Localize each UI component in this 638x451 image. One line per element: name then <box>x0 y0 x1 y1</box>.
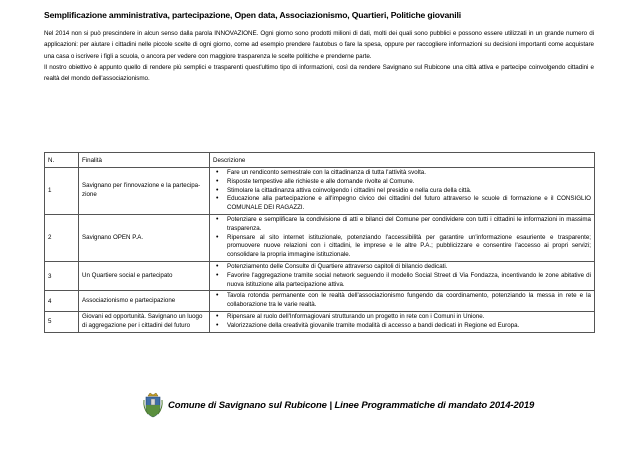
list-item: • Potenziamento delle Consulte di Quartiere attraverso capitoli di bilancio dedicati. <box>227 263 591 272</box>
row-description <box>210 291 595 312</box>
header-finalita: Finalità <box>79 153 210 168</box>
row-finalita: Savignano per l'innovazione e la partecipa-zione <box>79 168 210 215</box>
row-number: 1 <box>45 168 79 215</box>
list-item: • Stimolare la cittadinanza attiva coinvolgendo i cittadini nel presidio e nella cura della città. <box>227 187 591 196</box>
row-number: 5 <box>45 311 79 332</box>
row-finalita: Associazionismo e partecipazione <box>79 291 210 312</box>
document-body <box>44 10 594 84</box>
list-item: • Potenziare e semplificare la condivisione di atti e bilanci del Comune per condividere con tutti i cittadini le informazioni in massima trasparenza. <box>227 216 591 234</box>
table-row <box>45 261 595 290</box>
footer-text: Comune di Savignano sul Rubicone | Linee Programmatiche di mandato 2014-2019 <box>168 399 535 411</box>
row-number: 2 <box>45 214 79 261</box>
list-item: • Educazione alla partecipazione e all'impegno civico dei cittadini del futuro attraverso le scuole di formazione e il CONSIGLIO COMUNALE DEI RAGAZZI. <box>227 195 591 213</box>
coat-of-arms-icon <box>142 392 164 418</box>
table-row <box>45 291 595 312</box>
list-item: • Valorizzazione della creatività giovanile tramite modalità di accesso a bandi dedicati in Regione ed Europa. <box>227 322 591 331</box>
list-item: • Ripensare al sito internet istituzionale, potenziando l'accessibilità per garantire un'informazione esauriente e trasparente; promuovere nuove relazioni con i cittadini, le imprese e le altre P.A.; pubblicizzare e consentire l'accesso ai propri servizi; consolidare la propria immagine istituzionale. <box>227 234 591 260</box>
list-item: • Fare un rendiconto semestrale con la cittadinanza di tutta l'attività svolta. <box>227 169 591 178</box>
row-number: 3 <box>45 261 79 290</box>
row-description <box>210 261 595 290</box>
table-row <box>45 214 595 261</box>
row-description <box>210 168 595 215</box>
table-row <box>45 168 595 215</box>
list-item: • Favorire l'aggregazione tramite social network seguendo il modello Social Street di Via Fondazza, incentivando le zone abitative di nuova istituzione alla partecipazione attiva. <box>227 272 591 290</box>
list-item: • Tavola rotonda permanente con le realtà dell'associazionismo fungendo da coordinamento, potenziando la messa in rete e la collaborazione tra le varie realtà. <box>227 292 591 310</box>
section-title: Semplificazione amministrativa, partecipazione, Open data, Associazionismo, Quartieri, Politiche giovanili <box>44 10 461 20</box>
goals-table <box>44 152 595 333</box>
row-description <box>210 214 595 261</box>
objective-paragraph: Il nostro obiettivo è appunto quello di rendere più semplici e trasparenti quest'ultimo tipo di informazioni, così da rendere Savignano sul Rubicone una città attiva e partecipe coinvolgendo cittadini e realtà del mondo dell'associazionismo. <box>44 63 594 83</box>
row-finalita: Savignano OPEN P.A. <box>79 214 210 261</box>
list-item: • Risposte tempestive alle richieste e alle domande rivolte al Comune. <box>227 178 591 187</box>
table-row <box>45 311 595 332</box>
intro-paragraph: Nel 2014 non si può prescindere in alcun senso dalla parola INNOVAZIONE. Ogni giorno sono prodotti milioni di dati, molti dei quali sono pubblici e possono essere utilizzati in un grande numero di applicazioni: per aiutare i cittadini nelle piccole scelte di ogni giorno, come ad esempio prendere l'autobus o fare la spesa, oppure per raccogliere informazioni su decisioni importanti come acquistare una casa o iscrivere i figli a scuola, o ancora per vedere con maggiore trasparenza le scelte politiche e prenderne parte. <box>44 30 594 60</box>
row-finalita: Un Quartiere social e partecipato <box>79 261 210 290</box>
row-finalita: Giovani ed opportunità. Savignano un luogo di aggregazione per i cittadini del futuro <box>79 311 210 332</box>
row-description <box>210 311 595 332</box>
table-header-row <box>45 153 595 168</box>
row-number: 4 <box>45 291 79 312</box>
list-item: • Ripensare al ruolo dell'Informagiovani strutturando un progetto in rete con i Comuni in Unione. <box>227 313 591 322</box>
header-number: N. <box>45 153 79 168</box>
header-descrizione: Descrizione <box>210 153 595 168</box>
page-footer <box>142 392 534 418</box>
